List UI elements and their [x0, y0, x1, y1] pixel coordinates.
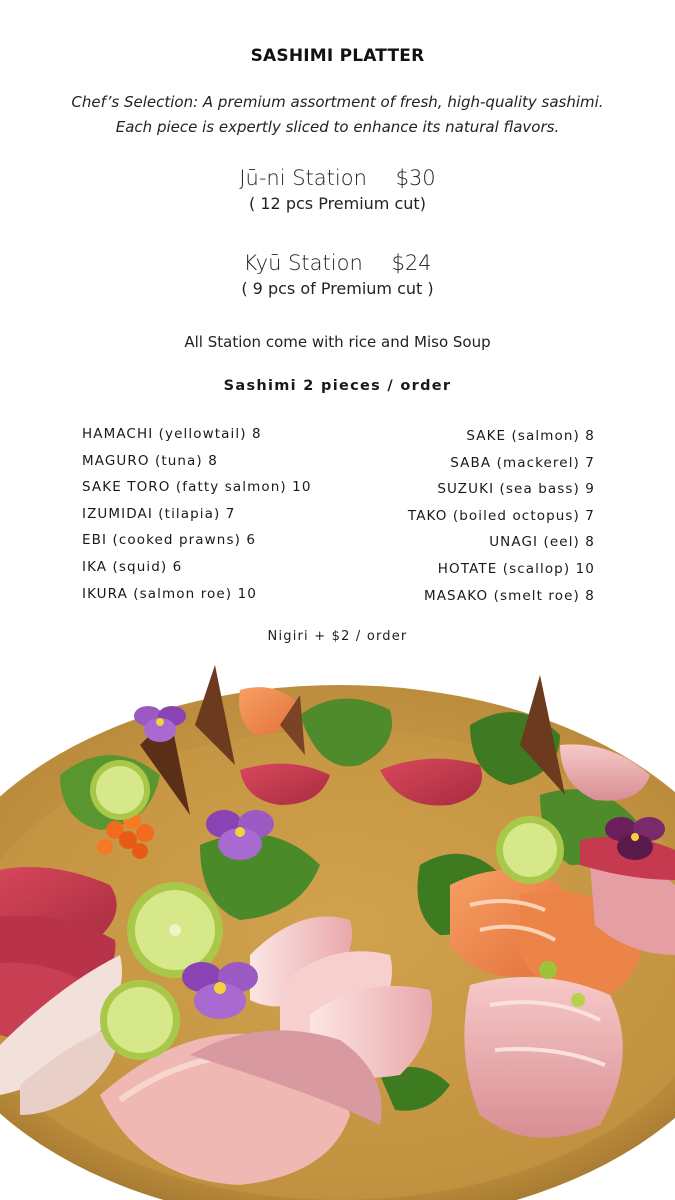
lime-slice — [496, 816, 564, 884]
menu-title: SASHIMI PLATTER — [250, 46, 425, 66]
menu-item: SUZUKI (sea bass) 9 — [437, 481, 595, 498]
lime-slice — [90, 760, 150, 820]
station-price: $24 — [391, 251, 432, 275]
menu-item: SABA (mackerel) 7 — [450, 454, 595, 471]
menu-list-left — [82, 426, 312, 612]
tuna-slice — [464, 977, 622, 1138]
station-note: All Station come with rice and Miso Soup — [184, 333, 491, 351]
menu-item: IKA (squid) 6 — [82, 558, 183, 575]
menu-item: MAGURO (tuna) 8 — [82, 452, 218, 469]
station-name: Kyū Station — [243, 251, 363, 275]
station-detail: ( 12 pcs Premium cut) — [249, 194, 426, 213]
garnish-dot — [539, 961, 557, 979]
description-line-1: Chef’s Selection: A premium assortment of fresh, high-quality sashimi. — [71, 93, 604, 111]
menu-item: TAKO (boiled octopus) 7 — [407, 507, 595, 524]
nigiri-note: Nigiri + $2 / order — [267, 629, 408, 644]
station-kyu — [0, 251, 675, 298]
menu-item: EBI (cooked prawns) 6 — [82, 532, 257, 549]
menu-item: HAMACHI (yellowtail) 8 — [82, 426, 262, 442]
menu-list-right — [408, 428, 595, 614]
garnish-dot — [571, 993, 585, 1007]
menu-item: SAKE TORO (fatty salmon) 10 — [82, 479, 312, 496]
station-juni — [0, 166, 675, 213]
station-price: $30 — [395, 166, 436, 190]
station-detail: ( 9 pcs of Premium cut ) — [241, 279, 434, 298]
sashimi-heading: Sashimi 2 pieces / order — [223, 378, 452, 394]
menu-item: SAKE (salmon) 8 — [466, 428, 595, 444]
description-line-2: Each piece is expertly sliced to enhance its natural flavors. — [115, 118, 560, 136]
menu-item: MASAKO (smelt roe) 8 — [423, 587, 595, 604]
menu-item: HOTATE (scallop) 10 — [437, 560, 595, 577]
sashimi-platter-photo — [0, 655, 675, 1200]
menu-description — [0, 90, 675, 140]
menu-item: UNAGI (eel) 8 — [489, 534, 595, 551]
station-name: Jū-ni Station — [239, 166, 367, 190]
lime-slice — [100, 980, 180, 1060]
menu-item: IKURA (salmon roe) 10 — [82, 585, 257, 602]
menu-item: IZUMIDAI (tilapia) 7 — [82, 505, 236, 522]
